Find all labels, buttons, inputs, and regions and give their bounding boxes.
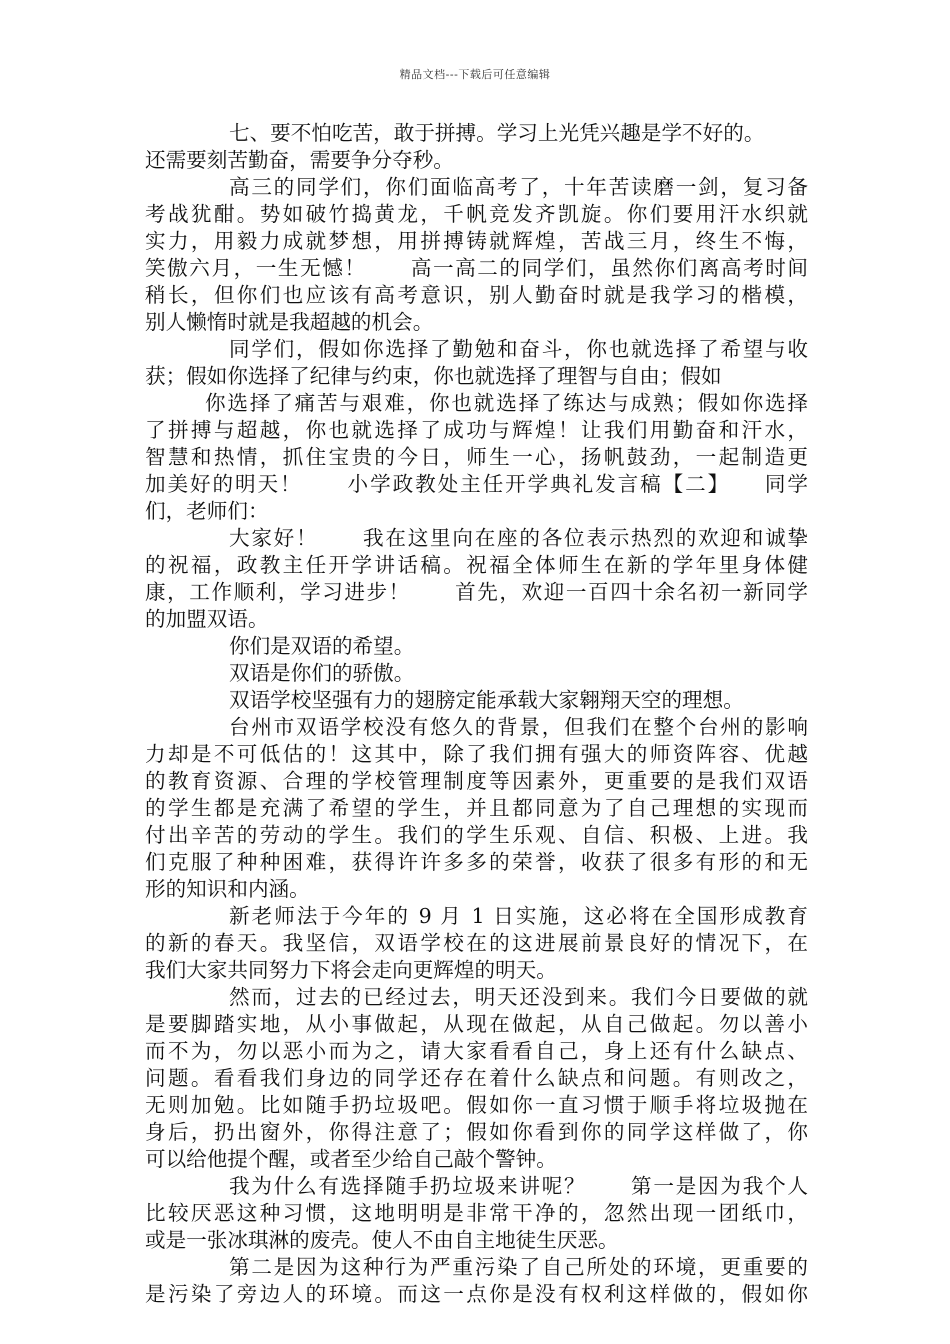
text-line: 我为什么有选择随手扔垃圾来讲呢？ 第一是因为我个人: [229, 1174, 808, 1198]
text-line: 你们是双语的希望。: [229, 634, 415, 658]
page-header: 精品文档---下载后可任意编辑: [399, 68, 551, 81]
text-line: 稍长，但你们也应该有高考意识，别人勤奋时就是我学习的楷模，: [145, 283, 808, 307]
text-line: 双语学校坚强有力的翅膀定能承载大家翱翔天空的理想。: [229, 688, 744, 712]
text-line: 无则加勉。比如随手扔垃圾吧。假如你一直习惯于顺手将垃圾抛在: [145, 1093, 808, 1117]
text-line: 考战犹酣。势如破竹捣黄龙，千帆竞发齐凯旋。你们要用汗水织就: [145, 202, 808, 226]
text-line: 是污染了旁边人的环境。而这一点你是没有权利这样做的，假如你: [145, 1282, 808, 1306]
text-line: 大家好！ 我在这里向在座的各位表示热烈的欢迎和诚挚: [229, 526, 808, 550]
text-line: 付出辛苦的劳动的学生。我们的学生乐观、自信、积极、上进。我: [145, 823, 808, 847]
text-line: 比较厌恶这种习惯，这地明明是非常干净的，忽然出现一团纸巾，: [145, 1201, 808, 1225]
text-line: 的学生都是充满了希望的学生，并且都同意为了自己理想的实现而: [145, 796, 808, 820]
text-line: 新老师法于今年的 9 月 1 日实施，这必将在全国形成教育: [229, 904, 808, 928]
document-body: [145, 120, 808, 1308]
text-line: 同学们，假如你选择了勤勉和奋斗，你也就选择了希望与收: [229, 337, 808, 361]
text-line: 高三的同学们，你们面临高考了，十年苦读磨一剑，复习备: [229, 175, 808, 199]
text-line: 身后，扔出窗外，你得注意了；假如你看到你的同学这样做了，你: [145, 1120, 808, 1144]
text-line: 台州市双语学校没有悠久的背景，但我们在整个台州的影响: [229, 715, 808, 739]
text-line: 然而，过去的已经过去，明天还没到来。我们今日要做的就: [229, 985, 808, 1009]
text-line: 我们大家共同努力下将会走向更辉煌的明天。: [145, 958, 557, 982]
text-line: 获；假如你选择了纪律与约束，你也就选择了理智与自由；假如: [145, 364, 722, 388]
text-line: 们，老师们：: [145, 499, 269, 523]
text-line: 了拼搏与超越，你也就选择了成功与辉煌！让我们用勤奋和汗水，: [145, 418, 808, 442]
text-line: 笑傲六月，一生无憾！ 高一高二的同学们，虽然你们离高考时间: [145, 256, 808, 280]
text-line: 而不为，勿以恶小而为之，请大家看看自己，身上还有什么缺点、: [145, 1039, 808, 1063]
text-line: 是要脚踏实地，从小事做起，从现在做起，从自己做起。勿以善小: [145, 1012, 808, 1036]
text-line: 智慧和热情，抓住宝贵的今日，师生一心，扬帆鼓劲，一起制造更: [145, 445, 808, 469]
text-line: 力却是不可低估的！这其中，除了我们拥有强大的师资阵容、优越: [145, 742, 808, 766]
text-line: 双语是你们的骄傲。: [229, 661, 415, 685]
text-line: 的教育资源、合理的学校管理制度等因素外，更重要的是我们双语: [145, 769, 808, 793]
text-line: 可以给他提个醒，或者至少给自己敲个警钟。: [145, 1147, 557, 1171]
text-line: 的加盟双语。: [145, 607, 269, 631]
text-line: 实力，用毅力成就梦想，用拼搏铸就辉煌，苦战三月，终生不悔，: [145, 229, 808, 253]
text-line: 康，工作顺利，学习进步！ 首先，欢迎一百四十余名初一新同学: [145, 580, 808, 604]
text-line: 们克服了种种困难，获得许许多多的荣誉，收获了很多有形的和无: [145, 850, 808, 874]
text-line: 问题。看看我们身边的同学还存在着什么缺点和问题。有则改之，: [145, 1066, 808, 1090]
text-line: 的祝福，政教主任开学讲话稿。祝福全体师生在新的学年里身体健: [145, 553, 808, 577]
text-line: 还需要刻苦勤奋，需要争分夺秒。: [145, 148, 454, 172]
text-line: 形的知识和内涵。: [145, 877, 310, 901]
text-line: 的新的春天。我坚信，双语学校在的这进展前景良好的情况下，在: [145, 931, 808, 955]
text-line: 七、要不怕吃苦，敢于拼搏。学习上光凭兴趣是学不好的。: [229, 121, 765, 145]
text-line: 别人懒惰时就是我超越的机会。: [145, 310, 434, 334]
text-line: 或是一张冰琪淋的废壳。使人不由自主地徒生厌恶。: [145, 1228, 619, 1252]
text-line: 第二是因为这种行为严重污染了自己所处的环境，更重要的: [229, 1255, 808, 1279]
text-line: 加美好的明天！ 小学政教处主任开学典礼发言稿【二】 同学: [145, 472, 808, 496]
text-line: 你选择了痛苦与艰难，你也就选择了练达与成熟；假如你选择: [205, 391, 808, 415]
